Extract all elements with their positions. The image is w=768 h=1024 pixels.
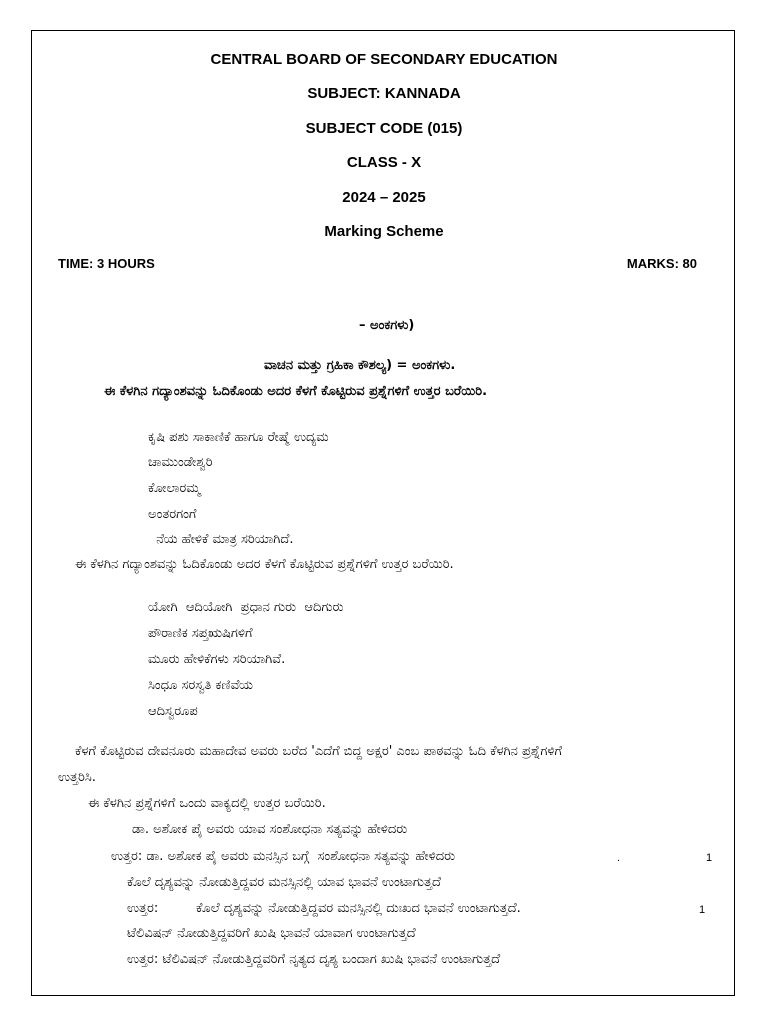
instruction-3: ಈ ಕೆಳಗಿನ ಪ್ರಶ್ನೆಗಳಿಗೆ ಒಂದು ವಾಕ್ಯದಲ್ಲಿ ಉತ್ತರ ಬರೆಯಿರಿ. bbox=[88, 796, 326, 811]
answer-1-5: ನೆಯ ಹೇಳಿಕೆ ಮಾತ್ರ ಸರಿಯಾಗಿದೆ. bbox=[148, 532, 294, 547]
answer-2-4: ಸಿಂಧೂ ಸರಸ್ವತಿ ಕಣಿವೆಯ bbox=[148, 678, 253, 693]
class-title: CLASS - X bbox=[346, 154, 422, 171]
marks-label: MARKS: 80 bbox=[626, 256, 697, 271]
instruction-1: ಈ ಕೆಳಗಿನ ಗದ್ಯಾಂಶವನ್ನು ಓದಿಕೊಂಡು ಅದರ ಕೆಳಗೆ ಕೊಟ್ಟಿರುವ ಪ್ರಶ್ನೆಗಳಿಗೆ ಉತ್ತರ ಬರೆಯಿರಿ. bbox=[104, 384, 488, 399]
subject-code: SUBJECT CODE (015) bbox=[305, 120, 463, 137]
answer-1-2: ಚಾಮುಂಡೇಶ್ವರಿ bbox=[148, 455, 213, 470]
passage-intro-line-2: ಉತ್ತರಿಸಿ. bbox=[58, 770, 96, 785]
answer-2-label: ಉತ್ತರ: bbox=[127, 901, 159, 916]
instruction-2: ಈ ಕೆಳಗಿನ ಗದ್ಯಾಂಶವನ್ನು ಓದಿಕೊಂಡು ಅದರ ಕೆಳಗೆ ಕೊಟ್ಟಿರುವ ಪ್ರಶ್ನೆಗಳಿಗೆ ಉತ್ತರ ಬರೆಯಿರಿ. bbox=[75, 557, 454, 572]
answer-2: ಕೊಲೆ ದೃಶ್ಯವನ್ನು ನೋಡುತ್ತಿದ್ದವರ ಮನಸ್ಸಿನಲ್ಲಿ ದುಃಖದ ಭಾವನೆ ಉಂಟಾಗುತ್ತದೆ. bbox=[196, 901, 521, 916]
year-title: 2024 – 2025 bbox=[342, 189, 426, 206]
question-3: ಟೆಲಿವಿಷನ್ ನೋಡುತ್ತಿದ್ದವರಿಗೆ ಖುಷಿ ಭಾವನೆ ಯಾವಾಗ ಉಂಟಾಗುತ್ತದೆ bbox=[127, 926, 416, 941]
question-2: ಕೊಲೆ ದೃಶ್ಯವನ್ನು ನೋಡುತ್ತಿದ್ದವರ ಮನಸ್ಸಿನಲ್ಲಿ ಯಾವ ಭಾವನೆ ಉಂಟಾಗುತ್ತದೆ bbox=[127, 875, 441, 890]
answer-2-3: ಮೂರು ಹೇಳಿಕೆಗಳು ಸರಿಯಾಗಿವೆ. bbox=[148, 652, 286, 667]
time-label: TIME: 3 HOURS bbox=[58, 256, 155, 271]
section-subheading: ವಾಚನ ಮತ್ತು ಗ್ರಹಿಕಾ ಕೌಶಲ್ಯ) = ಅಂಕಗಳು. bbox=[264, 358, 456, 373]
answer-1-1: ಕೃಷಿ ಪಶು ಸಾಕಾಣಿಕೆ ಹಾಗೂ ರೇಷ್ಮೆ ಉದ್ಯಮ bbox=[148, 430, 329, 445]
section-heading: – ಅಂಕಗಳು) bbox=[359, 318, 415, 333]
answer-1-3: ಕೋಲಾರಮ್ಮ bbox=[148, 481, 201, 496]
answer-2-mark: 1 bbox=[699, 904, 706, 916]
answer-1-4: ಅಂತರಗಂಗೆ bbox=[148, 507, 197, 522]
answer-1-dot: . bbox=[617, 852, 621, 864]
answer-3: ಉತ್ತರ: ಟೆಲಿವಿಷನ್ ನೋಡುತ್ತಿದ್ದವರಿಗೆ ನೃತ್ಯದ ದೃಶ್ಯ ಬಂದಾಗ ಖುಷಿ ಭಾವನೆ ಉಂಟಾಗುತ್ತದೆ bbox=[127, 952, 501, 967]
passage-intro-line-1: ಕೆಳಗೆ ಕೊಟ್ಟಿರುವ ದೇವನೂರು ಮಹಾದೇವ ಅವರು ಬರೆದ 'ಎದೆಗೆ ಬಿದ್ದ ಅಕ್ಷರ' ಎಂಬ ಪಾಠವನ್ನು ಓದಿ ಕೆಳಗಿನ ಪ್ರಶ್ನೆಗಳಿಗೆ bbox=[75, 744, 562, 759]
answer-2-5: ಆದಿಸ್ವರೂಪ bbox=[148, 704, 198, 719]
subject-title: SUBJECT: KANNADA bbox=[307, 85, 461, 102]
answer-1: ಉತ್ತರ: ಡಾ. ಅಶೋಕ ಪೈ ಅವರು ಮನಸ್ಸಿನ ಬಗ್ಗೆ ಸಂಶೋಧನಾ ಸತ್ಯವನ್ನು ಹೇಳಿದರು bbox=[111, 849, 456, 864]
answer-1-mark: 1 bbox=[706, 852, 713, 864]
answer-2-1: ಯೋಗಿ ಆದಿಯೋಗಿ ಪ್ರಧಾನ ಗುರು ಆದಿಗುರು bbox=[148, 600, 344, 615]
question-1: ಡಾ. ಅಶೋಕ ಪೈ ಅವರು ಯಾವ ಸಂಶೋಧನಾ ಸತ್ಯವನ್ನು ಹೇಳಿದರು bbox=[132, 822, 408, 837]
board-title: CENTRAL BOARD OF SECONDARY EDUCATION bbox=[210, 51, 558, 68]
answer-2-2: ಪೌರಾಣಿಕ ಸಪ್ತಋಷಿಗಳಿಗೆ bbox=[148, 626, 253, 641]
marking-scheme-title: Marking Scheme bbox=[324, 223, 444, 240]
